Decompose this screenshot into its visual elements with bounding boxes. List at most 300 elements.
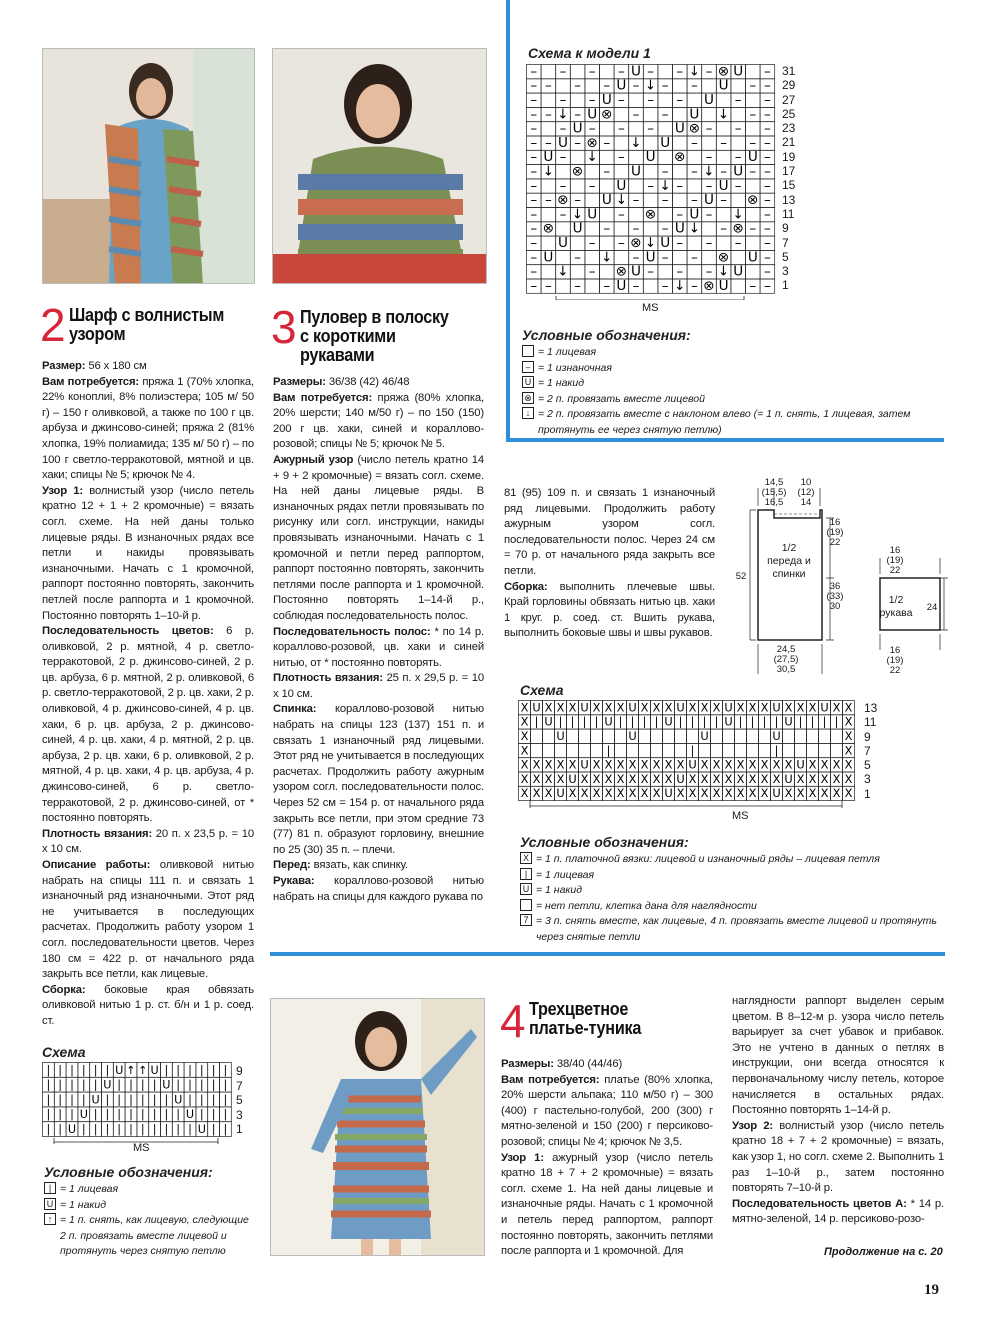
scheme-symbol: X xyxy=(712,771,721,786)
model-2-legend xyxy=(44,1182,254,1260)
model-1-row-number: 29 xyxy=(782,78,796,93)
scheme-symbol: – xyxy=(749,106,757,123)
model-1-row-number: 23 xyxy=(782,121,796,136)
scheme-cell xyxy=(643,193,658,207)
model-3-paragraph xyxy=(273,375,484,391)
scheme-symbol: – xyxy=(603,220,611,237)
scheme-symbol: | xyxy=(164,1108,169,1122)
model-3-legend-symbol-icon: 7 xyxy=(520,914,532,926)
model-4-paragraph-body: платье (80% хлопка, 20% шерсти альпака; 110 м/50 г) – 300 (400) г пастельно-голубой, 200 (300) г мятно-зеленой и 150 (200) г персиково-розовой; спицы № 4; крючок № 3,5. xyxy=(501,1073,713,1148)
scheme-cell xyxy=(651,743,663,757)
model-2-legend-text: = 1 накид xyxy=(60,1198,107,1211)
scheme-symbol: – xyxy=(720,220,727,237)
scheme-symbol: U xyxy=(572,220,583,237)
scheme-symbol: | xyxy=(129,1078,133,1092)
scheme-symbol: U xyxy=(558,235,568,252)
scheme-cell xyxy=(783,729,795,743)
scheme-symbol: U xyxy=(718,77,729,94)
scheme-symbol: X xyxy=(520,729,529,744)
model-2-paragraph-body: волнистый узор (число петель кратно 12 + 1 + 2 кромочные) = вязать согл. схеме. На ней даны только лицевые ряды. В изнаночных рядах все петли и накиды провязывать изнаночными. Начать с 1 кромочной, раппорт постоянно повторять, закончить петлей после раппорта и 1 кромочной. Постоянно повторять 1–10-й р. xyxy=(42,484,255,622)
model-2-paragraph xyxy=(42,827,254,858)
model-2-paragraph-heading: Описание работы: xyxy=(42,859,151,871)
scheme-cell xyxy=(795,729,807,743)
scheme-symbol: | xyxy=(152,1093,157,1107)
scheme-cell xyxy=(663,729,675,743)
scheme-symbol: | xyxy=(152,1078,157,1092)
model-1-legend-item xyxy=(522,407,922,438)
scheme-symbol: X xyxy=(640,757,649,772)
scheme-cell xyxy=(556,79,571,93)
scheme-symbol: U xyxy=(689,106,700,123)
scheme-cell xyxy=(746,65,761,79)
scheme-cell xyxy=(746,122,761,136)
scheme-symbol: | xyxy=(81,1063,86,1077)
scheme-symbol: U xyxy=(700,729,709,744)
model-3-legend-text: = нет петли, клетка дана для наглядности xyxy=(536,899,757,912)
scheme-symbol: U xyxy=(150,1063,159,1077)
model-3-cont-paragraph-body: выполнить плечевые швы. Край горловины обвязать нитью цв. хаки 1 круг. р. соед. ст. Вшить рукава, выполнить боковые швы и швы рукавов. xyxy=(504,580,715,640)
scheme-symbol: – xyxy=(574,192,581,209)
scheme-symbol: ⊗ xyxy=(586,134,598,151)
scheme-cell xyxy=(614,250,629,264)
scheme-symbol: | xyxy=(798,714,803,729)
scheme-symbol: U xyxy=(645,149,656,166)
model-3-cont-paragraph xyxy=(504,580,715,642)
scheme-symbol: U xyxy=(631,263,641,280)
scheme-symbol: – xyxy=(618,120,625,137)
model-3-legend-text: = 1 п. платочной вязки: лицевой и изнаночный ряды – лицевая петля xyxy=(536,853,880,865)
scheme-symbol: | xyxy=(152,1123,157,1137)
model-2-paragraph-body: пряжа 1 (70% хлопка, 22% коноплиi, 8% полиэстера; 105 м/ 50 г) – 150 г оливковой, а также по 100 г цв. арбуза и джинсово-синей; пряжа 2 (81% хлопка, 19% полиамида; 135 м/ 50 г) – по 100 г светло-терракотовой, мятной и цв. хаки; спицы № 5; крючок № 4. xyxy=(42,375,254,482)
model-3-legend xyxy=(520,852,940,945)
model-1-legend-item xyxy=(522,345,922,361)
scheme-cell xyxy=(723,743,735,757)
scheme-symbol: – xyxy=(530,263,538,280)
scheme-cell xyxy=(600,236,615,250)
scheme-symbol: U xyxy=(79,1108,88,1122)
scheme-cell xyxy=(658,65,673,79)
scheme-cell xyxy=(531,743,543,757)
scheme-symbol: U xyxy=(628,729,637,744)
model-1-row-number: 25 xyxy=(782,106,796,121)
scheme-symbol: – xyxy=(530,149,538,166)
model-1-legend-symbol-icon: – xyxy=(522,361,534,373)
divider-horizontal-blue-bottom xyxy=(270,952,945,956)
scheme-symbol: – xyxy=(530,249,538,266)
scheme-symbol: – xyxy=(764,120,771,137)
scheme-symbol: X xyxy=(640,771,649,786)
scheme-symbol: | xyxy=(58,1108,63,1122)
scheme-symbol: X xyxy=(700,757,709,772)
model-4-title-line-1: Трехцветное xyxy=(529,999,629,1019)
scheme-cell xyxy=(556,250,571,264)
scheme-symbol: X xyxy=(568,786,577,801)
scheme-cell xyxy=(735,743,747,757)
scheme-symbol: | xyxy=(46,1063,51,1077)
model-2-paragraph-body: 20 п. х 23,5 р. = 10 х 10 см. xyxy=(42,827,254,856)
scheme-symbol: ⊗ xyxy=(732,220,744,237)
scheme-symbol: X xyxy=(544,700,553,715)
scheme-symbol: | xyxy=(606,743,611,758)
scheme-symbol: X xyxy=(688,771,697,786)
scheme-symbol: X xyxy=(712,786,721,801)
scheme-symbol: X xyxy=(532,786,541,801)
scheme-symbol: U xyxy=(676,771,685,786)
scheme-symbol: X xyxy=(760,757,769,772)
continued-note: Продолжение на с. 20 xyxy=(824,1246,943,1258)
divider-vertical-blue xyxy=(506,0,510,440)
scheme-symbol: | xyxy=(46,1123,51,1137)
scheme-cell xyxy=(541,236,556,250)
scheme-symbol: – xyxy=(720,192,727,209)
scheme-symbol: U xyxy=(660,235,671,252)
model-3-legend-item xyxy=(520,868,940,884)
scheme-symbol: – xyxy=(705,263,713,280)
scheme-symbol: U xyxy=(784,714,793,729)
model-4-right-paragraph-heading: Последовательность цветов А: xyxy=(732,1197,907,1210)
scheme-symbol: | xyxy=(152,1108,157,1122)
scheme-symbol: – xyxy=(632,106,640,123)
model-1-legend-text: = 2 п. провязать вместе с наклоном влево (= 1 п. снять, 1 лицевая, затем протянуть ее через снятую петлю) xyxy=(538,408,911,436)
scheme-symbol: | xyxy=(129,1108,133,1122)
scheme-symbol: X xyxy=(736,757,745,772)
scheme-cell xyxy=(643,222,658,236)
scheme-symbol: – xyxy=(720,134,727,151)
scheme-symbol: | xyxy=(199,1108,204,1122)
scheme-symbol: – xyxy=(661,106,669,123)
scheme-symbol: U xyxy=(704,192,714,209)
scheme-cell xyxy=(614,165,629,179)
scheme-symbol: X xyxy=(664,757,673,772)
scheme-symbol: | xyxy=(117,1123,122,1137)
scheme-symbol: | xyxy=(223,1093,228,1107)
scheme-symbol: X xyxy=(544,771,553,786)
scheme-symbol: ↓ xyxy=(674,277,686,294)
model-2-text xyxy=(42,359,254,1030)
scheme-symbol: U xyxy=(674,120,685,137)
model-2-number: 2 xyxy=(40,299,66,351)
scheme-symbol: | xyxy=(738,714,743,729)
scheme-cell xyxy=(555,743,567,757)
scheme-symbol: | xyxy=(176,1078,181,1092)
dim-sleeve-label: 1/2 рукава xyxy=(879,594,913,619)
scheme-symbol: | xyxy=(81,1078,86,1092)
model-3-cont-paragraph-heading: Сборка: xyxy=(504,580,548,593)
scheme-symbol: U xyxy=(733,163,744,180)
scheme-symbol: U xyxy=(544,714,553,729)
model-2-scheme-title: Схема xyxy=(42,1044,86,1060)
scheme-symbol: | xyxy=(570,714,575,729)
scheme-symbol: X xyxy=(796,786,805,801)
scheme-symbol: U xyxy=(556,786,565,801)
model-1-row-number: 11 xyxy=(782,206,795,221)
model-3-paragraph xyxy=(273,858,484,874)
scheme-cell xyxy=(629,150,644,164)
model-3-row-number: 11 xyxy=(864,715,877,730)
scheme-symbol: X xyxy=(604,771,613,786)
scheme-symbol: | xyxy=(223,1108,228,1122)
model-1-row-number: 9 xyxy=(782,221,789,236)
scheme-symbol: – xyxy=(764,235,771,252)
scheme-symbol: U xyxy=(631,64,641,80)
scheme-symbol: X xyxy=(844,714,853,729)
scheme-symbol: – xyxy=(545,192,552,209)
scheme-symbol: ↓ xyxy=(659,177,671,194)
model-2-scheme-grid xyxy=(42,1062,232,1137)
scheme-symbol: X xyxy=(700,700,709,715)
scheme-symbol: – xyxy=(705,206,713,223)
model-3-paragraph xyxy=(273,702,484,858)
scheme-cell xyxy=(643,279,658,293)
scheme-symbol: – xyxy=(691,77,698,94)
scheme-symbol: – xyxy=(764,92,771,109)
scheme-symbol: – xyxy=(530,77,538,94)
scheme-symbol: – xyxy=(632,277,640,294)
scheme-symbol: U xyxy=(558,134,568,151)
scheme-cell xyxy=(783,743,795,757)
scheme-symbol: U xyxy=(645,249,656,266)
scheme-symbol: | xyxy=(105,1108,110,1122)
scheme-cell xyxy=(658,150,673,164)
scheme-cell xyxy=(687,265,702,279)
scheme-symbol: U xyxy=(628,700,637,715)
scheme-symbol: X xyxy=(520,771,529,786)
model-1-legend-title: Условные обозначения: xyxy=(522,327,691,343)
scheme-symbol: X xyxy=(664,771,673,786)
scheme-symbol: U xyxy=(601,192,612,209)
scheme-symbol: X xyxy=(724,757,733,772)
model-4-paragraph xyxy=(501,1151,713,1260)
model-3-title-line-1: Пуловер в полоску xyxy=(300,307,449,327)
scheme-symbol: U xyxy=(704,92,714,109)
model-2-paragraph-heading: Узор 1: xyxy=(42,484,84,497)
model-2-row-number: 3 xyxy=(236,1107,243,1122)
scheme-symbol: – xyxy=(530,92,538,109)
scheme-symbol: U xyxy=(616,77,627,94)
scheme-symbol: – xyxy=(764,64,771,80)
scheme-cell xyxy=(673,79,688,93)
scheme-cell xyxy=(541,65,556,79)
scheme-symbol: X xyxy=(556,771,565,786)
scheme-symbol: | xyxy=(188,1123,192,1137)
scheme-cell xyxy=(591,743,603,757)
model-1-row-number: 13 xyxy=(782,192,796,207)
scheme-symbol: X xyxy=(748,771,757,786)
scheme-symbol: X xyxy=(520,743,529,758)
page-number: 19 xyxy=(924,1282,939,1298)
scheme-symbol: – xyxy=(691,277,698,294)
scheme-symbol: X xyxy=(844,771,853,786)
scheme-cell xyxy=(735,729,747,743)
scheme-cell xyxy=(614,107,629,121)
model-2-legend-item xyxy=(44,1198,254,1214)
scheme-cell xyxy=(687,236,702,250)
scheme-symbol: – xyxy=(603,77,611,94)
scheme-symbol: – xyxy=(676,235,684,252)
model-2-title-line-1: Шарф с волнистым xyxy=(69,305,225,325)
scheme-symbol: X xyxy=(736,771,745,786)
scheme-symbol: – xyxy=(530,206,538,223)
scheme-symbol: – xyxy=(530,120,538,137)
scheme-symbol: X xyxy=(784,786,793,801)
scheme-symbol: | xyxy=(93,1078,98,1092)
scheme-symbol: X xyxy=(640,700,649,715)
scheme-symbol: ⊗ xyxy=(542,220,555,237)
model-3-scheme-ms: MS xyxy=(732,810,749,822)
model-2-paragraph xyxy=(42,484,254,624)
dim-sleeve-bottom: 16 (19) 22 xyxy=(886,645,904,676)
scheme-symbol: X xyxy=(808,771,817,786)
scheme-symbol: – xyxy=(676,263,684,280)
scheme-symbol: X xyxy=(844,757,853,772)
scheme-cell xyxy=(731,79,746,93)
dim-sleeve-right: 24 xyxy=(926,602,938,613)
scheme-symbol: – xyxy=(530,134,538,151)
scheme-symbol: – xyxy=(545,277,552,294)
scheme-cell xyxy=(687,729,699,743)
scheme-symbol: U xyxy=(772,786,781,801)
scheme-symbol: U xyxy=(115,1063,124,1077)
scheme-symbol: | xyxy=(822,714,827,729)
scheme-cell xyxy=(615,743,627,757)
model-4-title-line-2: платье-туника xyxy=(529,1018,642,1038)
dim-sleeve-top: 16 (19) 22 xyxy=(886,545,904,576)
scheme-symbol: | xyxy=(58,1063,63,1077)
scheme-symbol: | xyxy=(58,1093,63,1107)
scheme-symbol: X xyxy=(604,757,613,772)
scheme-symbol: – xyxy=(588,64,596,80)
model-1-row-number: 19 xyxy=(782,149,796,164)
model-1-row-number: 27 xyxy=(782,92,796,107)
scheme-symbol: – xyxy=(574,277,581,294)
scheme-symbol: – xyxy=(618,149,625,166)
scheme-symbol: X xyxy=(652,700,661,715)
scheme-symbol: U xyxy=(718,177,729,194)
scheme-symbol: | xyxy=(58,1078,63,1092)
scheme-cell xyxy=(819,743,831,757)
scheme-symbol: U xyxy=(103,1078,112,1092)
scheme-symbol: | xyxy=(199,1063,204,1077)
model-2-row-number: 9 xyxy=(236,1064,243,1078)
scheme-cell xyxy=(663,743,675,757)
scheme-symbol: – xyxy=(734,120,742,137)
dim-right-lower: 36 (33) 30 xyxy=(826,581,844,612)
scheme-symbol: ↓ xyxy=(557,106,569,123)
scheme-symbol: ↓ xyxy=(601,249,613,266)
scheme-symbol: – xyxy=(530,277,538,294)
scheme-symbol: U xyxy=(185,1108,195,1122)
scheme-symbol: X xyxy=(808,786,817,801)
scheme-symbol: – xyxy=(691,192,698,209)
scheme-symbol: – xyxy=(530,106,538,123)
scheme-symbol: ⊗ xyxy=(703,277,715,294)
model-3-paragraph-heading: Плотность вязания: xyxy=(273,672,383,685)
scheme-cell xyxy=(570,265,585,279)
scheme-symbol: X xyxy=(748,757,757,772)
scheme-symbol: – xyxy=(574,77,581,94)
dim-top-left: 14,5 (15,5) 16,5 xyxy=(761,477,787,508)
scheme-symbol: | xyxy=(46,1108,51,1122)
scheme-cell xyxy=(702,250,717,264)
scheme-symbol: | xyxy=(199,1093,204,1107)
scheme-cell xyxy=(731,136,746,150)
scheme-symbol: X xyxy=(820,757,829,772)
model-3-paragraph xyxy=(273,391,484,453)
model-1-row-number: 21 xyxy=(782,135,796,150)
scheme-symbol: – xyxy=(618,92,625,109)
model-4-paragraph-heading: Вам потребуется: xyxy=(501,1073,600,1086)
scheme-cell xyxy=(658,93,673,107)
model-3-paragraph-heading: Перед: xyxy=(273,859,311,872)
scheme-symbol: | xyxy=(164,1093,169,1107)
scheme-symbol: – xyxy=(647,64,654,80)
scheme-cell xyxy=(658,122,673,136)
scheme-symbol: X xyxy=(688,786,697,801)
scheme-symbol: – xyxy=(749,163,757,180)
scheme-cell xyxy=(731,250,746,264)
scheme-symbol: | xyxy=(678,714,683,729)
scheme-symbol: | xyxy=(164,1063,169,1077)
scheme-cell xyxy=(687,179,702,193)
model-2-paragraph-heading: Плотность вязания: xyxy=(42,827,153,840)
model-2-legend-item xyxy=(44,1213,254,1260)
scheme-symbol: | xyxy=(105,1123,110,1137)
scheme-symbol: ↓ xyxy=(571,206,584,223)
scheme-symbol: U xyxy=(664,714,673,729)
model-3-row-number: 7 xyxy=(864,743,871,758)
scheme-symbol: U xyxy=(67,1123,77,1137)
scheme-symbol: U xyxy=(601,92,612,109)
scheme-symbol: X xyxy=(760,700,769,715)
model-2-legend-title: Условные обозначения: xyxy=(44,1164,213,1180)
scheme-symbol: – xyxy=(632,77,640,94)
model-2-legend-item xyxy=(44,1182,254,1198)
scheme-cell xyxy=(731,279,746,293)
scheme-cell xyxy=(716,150,731,164)
scheme-symbol: | xyxy=(140,1093,145,1107)
scheme-symbol: | xyxy=(46,1078,51,1092)
scheme-symbol: | xyxy=(81,1123,86,1137)
scheme-symbol: ⊗ xyxy=(674,149,686,166)
model-3-title-line-3: рукавами xyxy=(300,345,375,365)
scheme-symbol: X xyxy=(676,786,685,801)
scheme-cell xyxy=(567,743,579,757)
scheme-symbol: U xyxy=(724,714,733,729)
scheme-symbol: X xyxy=(544,757,553,772)
scheme-symbol: – xyxy=(764,106,771,123)
scheme-cell xyxy=(585,165,600,179)
scheme-symbol: | xyxy=(774,714,779,729)
model-3-legend-text: = 3 п. снять вместе, как лицевые, 4 п. провязать вместе лицевой и протянуть через снятые петли xyxy=(536,915,937,943)
scheme-symbol: – xyxy=(588,92,596,109)
scheme-cell xyxy=(795,743,807,757)
scheme-symbol: | xyxy=(762,714,767,729)
model-3-paragraph xyxy=(273,874,484,905)
scheme-cell xyxy=(702,222,717,236)
scheme-symbol: – xyxy=(720,163,727,180)
model-1-row-number: 17 xyxy=(782,164,796,179)
divider-horizontal-blue-top xyxy=(506,438,944,442)
model-3-paragraph-heading: Размеры: xyxy=(273,376,326,388)
model-3-legend-item xyxy=(520,899,940,915)
model-3-title-line-2: с короткими xyxy=(300,326,396,346)
scheme-cell xyxy=(600,208,615,222)
scheme-symbol: X xyxy=(796,771,805,786)
model-1-scheme-ms: MS xyxy=(642,302,659,314)
model-1-legend-text: = 1 изнаночная xyxy=(538,361,612,374)
scheme-symbol: X xyxy=(520,714,529,729)
model-2-row-numbers xyxy=(236,1064,243,1137)
